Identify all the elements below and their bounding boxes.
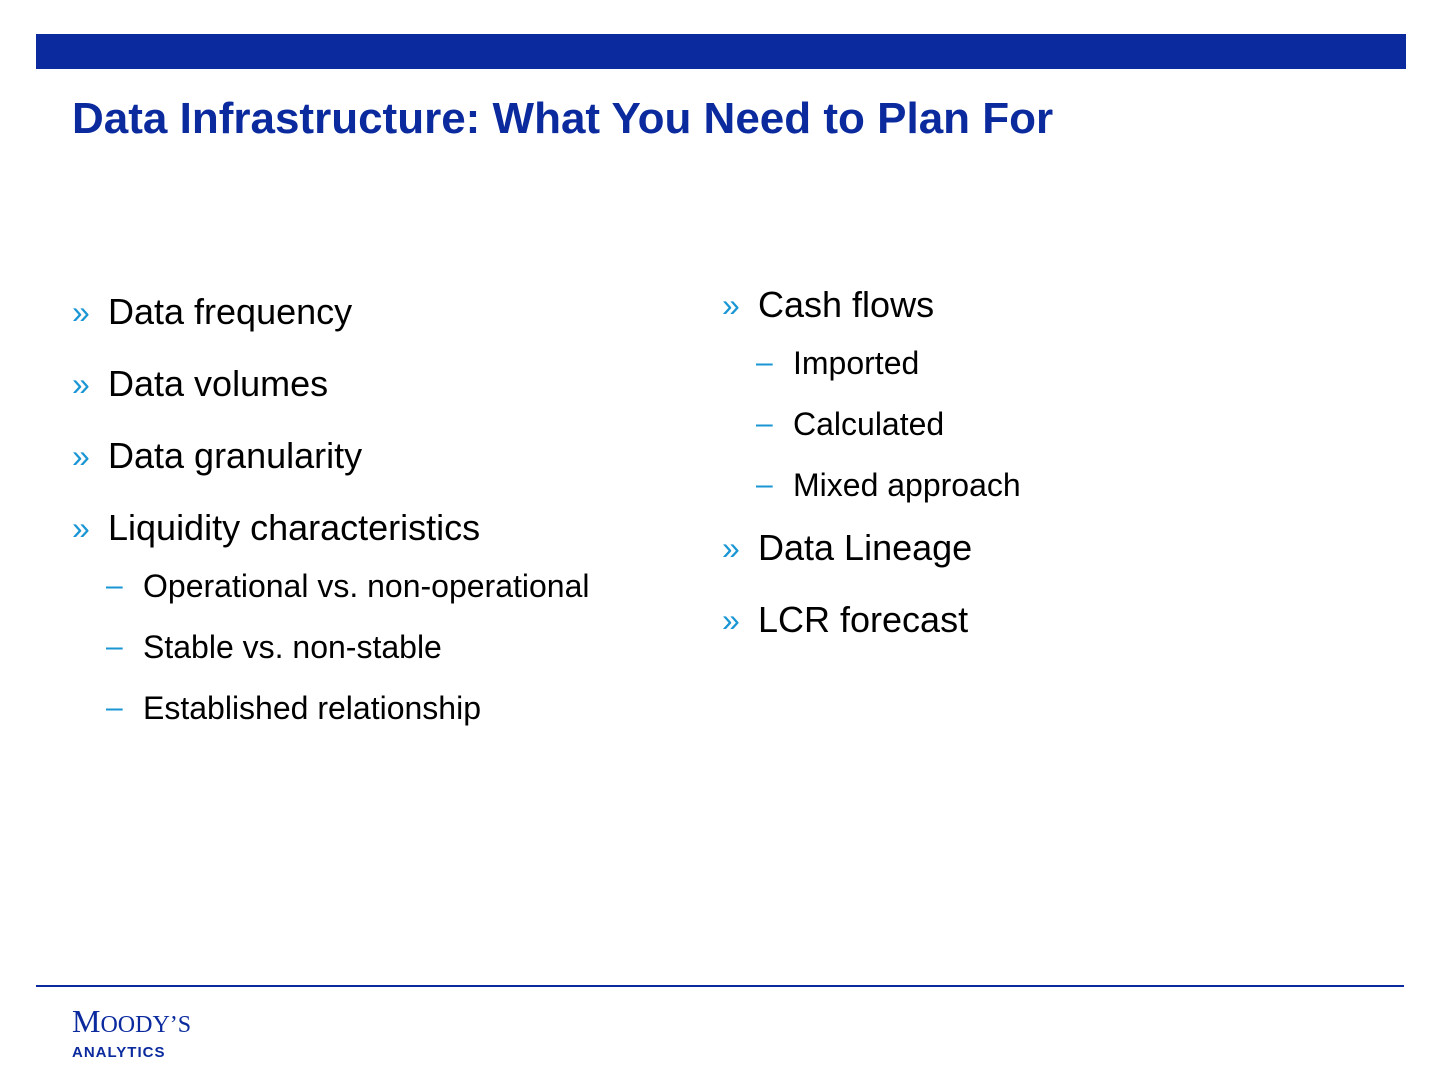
- dash-bullet-icon: –: [756, 346, 773, 379]
- bullet-item: [72, 506, 590, 550]
- sub-bullet-item: [72, 627, 590, 667]
- chevron-bullet-icon: »: [72, 366, 90, 402]
- sub-bullet-text: Operational vs. non-operational: [143, 568, 590, 604]
- bullet-item: [72, 434, 590, 478]
- left-bullet-column: [72, 290, 590, 749]
- bullet-text: LCR forecast: [758, 599, 969, 640]
- bullet-item: [722, 598, 1021, 642]
- bullet-item: [722, 526, 1021, 570]
- dash-bullet-icon: –: [106, 630, 123, 663]
- bullet-item: [72, 290, 590, 334]
- dash-bullet-icon: –: [106, 691, 123, 724]
- logo-subtitle: ANALYTICS: [72, 1044, 166, 1061]
- chevron-bullet-icon: »: [722, 602, 740, 638]
- sub-bullet-item: [72, 566, 590, 606]
- dash-bullet-icon: –: [756, 468, 773, 501]
- chevron-bullet-icon: »: [722, 287, 740, 323]
- sub-bullet-item: [722, 343, 1021, 383]
- chevron-bullet-icon: »: [72, 438, 90, 474]
- right-bullet-column: [722, 283, 1021, 670]
- sub-bullet-text: Mixed approach: [793, 467, 1021, 503]
- chevron-bullet-icon: »: [72, 510, 90, 546]
- bullet-text: Liquidity characteristics: [108, 507, 481, 548]
- bullet-text: Data Lineage: [758, 527, 973, 568]
- moodys-analytics-logo: [72, 1004, 191, 1062]
- sub-bullet-list: [72, 566, 590, 728]
- sub-bullet-item: [722, 404, 1021, 444]
- chevron-bullet-icon: »: [72, 294, 90, 330]
- sub-bullet-text: Imported: [793, 345, 920, 381]
- bullet-text: Data frequency: [108, 291, 353, 332]
- sub-bullet-item: [722, 465, 1021, 505]
- sub-bullet-text: Established relationship: [143, 690, 481, 726]
- footer-divider: [36, 985, 1404, 987]
- bullet-text: Cash flows: [758, 284, 935, 325]
- slide-title: Data Infrastructure: What You Need to Plan For: [72, 94, 1054, 143]
- sub-bullet-text: Calculated: [793, 406, 945, 442]
- sub-bullet-list: [722, 343, 1021, 505]
- bullet-item: [722, 283, 1021, 327]
- logo-wordmark: MOODY’S: [72, 1003, 192, 1039]
- bullet-text: Data volumes: [108, 363, 329, 404]
- bullet-item: [72, 362, 590, 406]
- dash-bullet-icon: –: [756, 407, 773, 440]
- sub-bullet-text: Stable vs. non-stable: [143, 629, 442, 665]
- top-banner-bar: [36, 34, 1406, 69]
- bullet-text: Data granularity: [108, 435, 363, 476]
- chevron-bullet-icon: »: [722, 530, 740, 566]
- sub-bullet-item: [72, 688, 590, 728]
- dash-bullet-icon: –: [106, 569, 123, 602]
